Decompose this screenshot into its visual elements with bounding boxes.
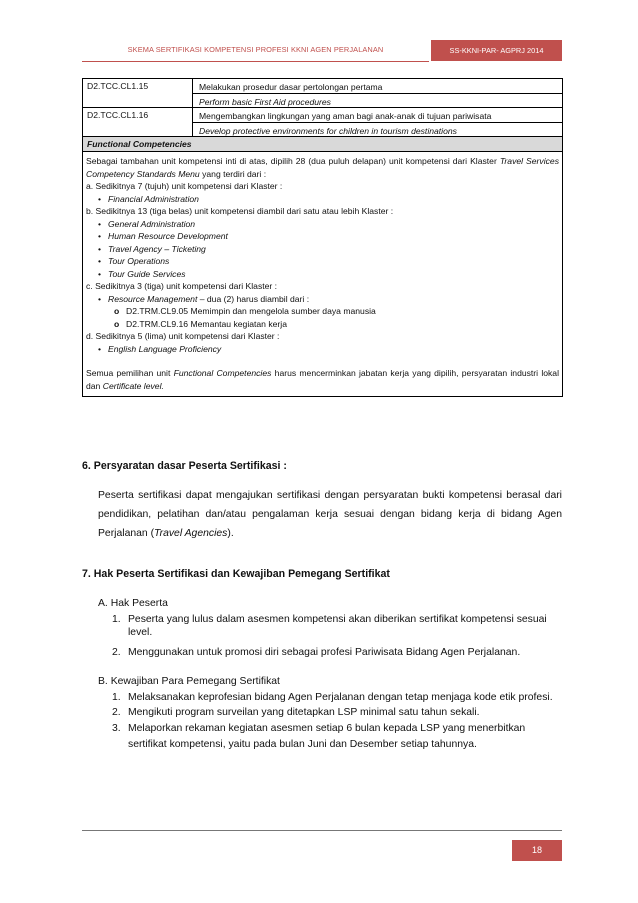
closing-text: Semua pemilihan unit Functional Competencies harus mencerminkan jabatan kerja yang dipilih, persyaratan industri lokal dan Certificate level. [86,368,559,391]
competency-table [82,78,563,397]
unit-title-id: Mengembangkan lingkungan yang aman bagi anak-anak di tujuan pariwisata [199,111,492,121]
sub-list-item: o D2.TRM.CL9.05 Memimpin dan mengelola sumber daya manusia [86,305,559,318]
list-item: • Resource Management – dua (2) harus diambil dari : [86,293,559,306]
list-item-a: a. Sedikitnya 7 (tujuh) unit kompetensi dari Klaster : [86,181,283,191]
list-item-b: b. Sedikitnya 13 (tiga belas) unit kompetensi diambil dari satu atau lebih Klaster : [86,206,394,216]
table-row [83,108,562,137]
document-title: SKEMA SERTIFIKASI KOMPETENSI PROFESI KKNI AGEN PERJALANAN [82,40,429,62]
obligations-heading: B. Kewajiban Para Pemegang Sertifikat [98,676,280,687]
section-6 [82,457,562,543]
sub-list-item: o D2.TRM.CL9.16 Memantau kegiatan kerja [86,318,559,331]
unit-title-id: Melakukan prosedur dasar pertolongan pertama [199,82,383,92]
list-item: 2. Menggunakan untuk promosi diri sebagai profesi Pariwisata Bidang Agen Perjalanan. [112,647,521,658]
footer-rule [82,830,562,831]
table-row [83,79,562,108]
functional-heading: Functional Competencies [83,137,562,152]
section-heading: 7. Hak Peserta Sertifikasi dan Kewajiban Pemegang Sertifikat [82,568,390,580]
document-code: SS-KKNI-PAR- AGPRJ 2014 [431,40,562,61]
page-number: 18 [512,840,562,861]
functional-body [83,152,562,396]
section-heading: 6. Persyaratan dasar Peserta Sertifikasi : [82,460,287,472]
list-item: • Tour Guide Services [86,268,559,281]
list-item: • Human Resource Development [86,230,559,243]
section-text: Peserta sertifikasi dapat mengajukan sertifikasi dengan persyaratan bukti kompetensi berasal dari pendidikan, pelatihan dan/atau pengalaman kerja sesuai dengan bidang kerja di bidang Agen Perjalanan (Travel Agencies). [98,490,562,539]
list-item: 3. Melaporkan rekaman kegiatan asesmen setiap 6 bulan kepada LSP yang menerbitkan sertifikat kompetensi, yaitu pada bulan Juni dan Desember setiap tahunnya. [112,723,526,750]
list-item: • Travel Agency – Ticketing [86,243,559,256]
section-7 [82,565,562,753]
unit-title-en: Develop protective environments for children in tourism destinations [193,122,562,136]
list-item: 2. Mengikuti program surveilan yang ditetapkan LSP minimal satu tahun sekali. [112,707,480,718]
unit-code: D2.TCC.CL1.16 [83,108,193,136]
list-item: 1. Peserta yang lulus dalam asesmen kompetensi akan diberikan sertifikat kompetensi sesuai level. [112,614,547,638]
rights-heading: A. Hak Peserta [98,598,168,609]
list-item-c: c. Sedikitnya 3 (tiga) unit kompetensi dari Klaster : [86,281,278,291]
list-item: • English Language Proficiency [86,343,559,356]
page-header [82,40,562,61]
unit-code: D2.TCC.CL1.15 [83,79,193,107]
unit-title-en: Perform basic First Aid procedures [193,93,562,107]
list-item: • General Administration [86,218,559,231]
list-item: 1. Melaksanakan keprofesian bidang Agen Perjalanan dengan tetap menjaga kode etik profesi. [112,692,553,703]
list-item: • Financial Administration [86,193,559,206]
list-item-d: d. Sedikitnya 5 (lima) unit kompetensi dari Klaster : [86,331,280,341]
intro-text: Sebagai tambahan unit kompetensi inti di atas, dipilih 28 (dua puluh delapan) unit kompetensi dari Klaster Travel Services Competency Standards Menu yang terdiri dari : [86,156,559,179]
list-item: • Tour Operations [86,255,559,268]
